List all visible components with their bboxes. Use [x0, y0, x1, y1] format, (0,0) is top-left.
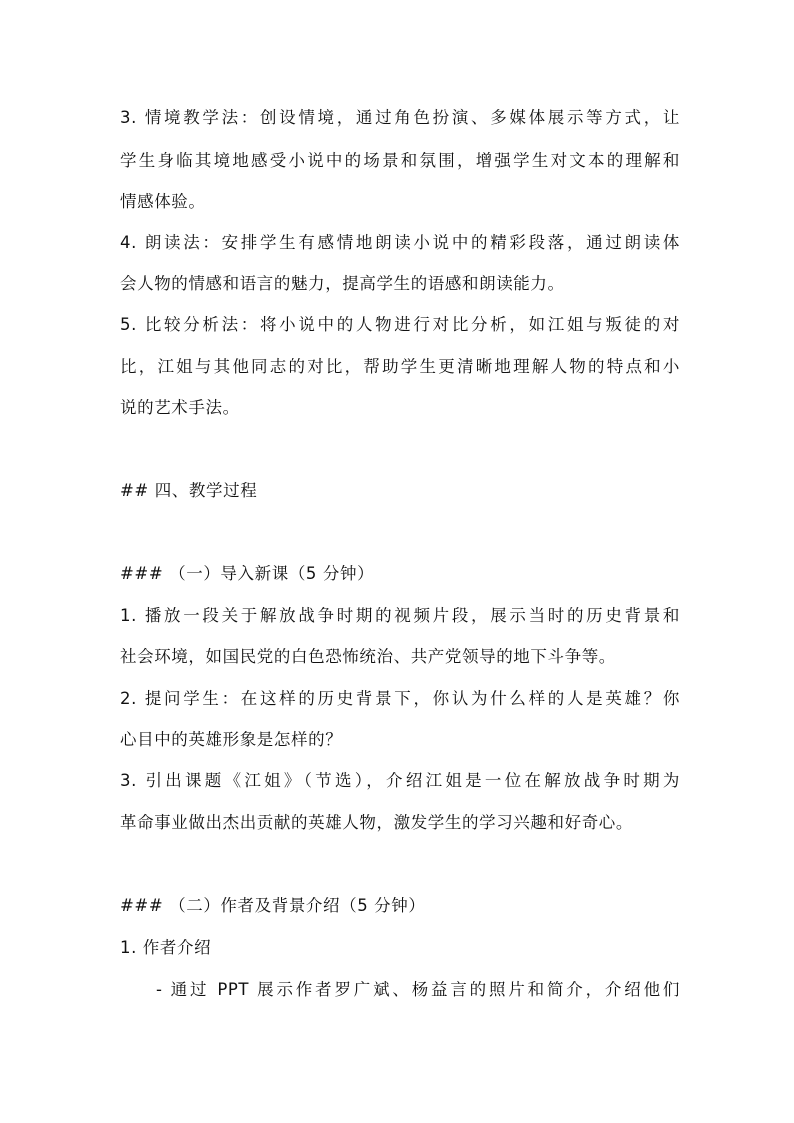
subsection-heading: ### （一）导入新课（5 分钟）	[120, 564, 375, 583]
list-item: 1. 作者介绍	[120, 938, 212, 957]
list-item-detail: - 通过 PPT 展示作者罗广斌、杨益言的照片和简介，介绍他们	[156, 980, 680, 999]
paragraph-line: 社会环境，如国民党的白色恐怖统治、共产党领导的地下斗争等。	[120, 647, 616, 666]
paragraph-line: 3. 情境教学法：创设情境，通过角色扮演、多媒体展示等方式，让	[120, 108, 680, 127]
paragraph-line: 4. 朗读法：安排学生有感情地朗读小说中的精彩段落，通过朗读体	[120, 233, 680, 252]
paragraph-line: 1. 播放一段关于解放战争时期的视频片段，展示当时的历史背景和	[120, 606, 680, 625]
paragraph-line: 5. 比较分析法：将小说中的人物进行对比分析，如江姐与叛徒的对	[120, 315, 680, 334]
paragraph-line: 说的艺术手法。	[120, 398, 240, 417]
paragraph-line: 革命事业做出杰出贡献的英雄人物，激发学生的学习兴趣和好奇心。	[120, 813, 633, 832]
paragraph-line: 情感体验。	[120, 192, 206, 211]
subsection-heading: ### （二）作者及背景介绍（5 分钟）	[120, 896, 426, 915]
paragraph-line: 2. 提问学生：在这样的历史背景下，你认为什么样的人是英雄？你	[120, 689, 680, 708]
section-heading: ## 四、教学过程	[120, 481, 258, 500]
paragraph-line: 会人物的情感和语言的魅力，提高学生的语感和朗读能力。	[120, 274, 565, 293]
paragraph-line: 3. 引出课题《江姐》（节选），介绍江姐是一位在解放战争时期为	[120, 771, 680, 790]
paragraph-line: 心目中的英雄形象是怎样的？	[120, 730, 343, 749]
paragraph-line: 比，江姐与其他同志的对比，帮助学生更清晰地理解人物的特点和小	[120, 357, 680, 376]
paragraph-line: 学生身临其境地感受小说中的场景和氛围，增强学生对文本的理解和	[120, 151, 680, 170]
